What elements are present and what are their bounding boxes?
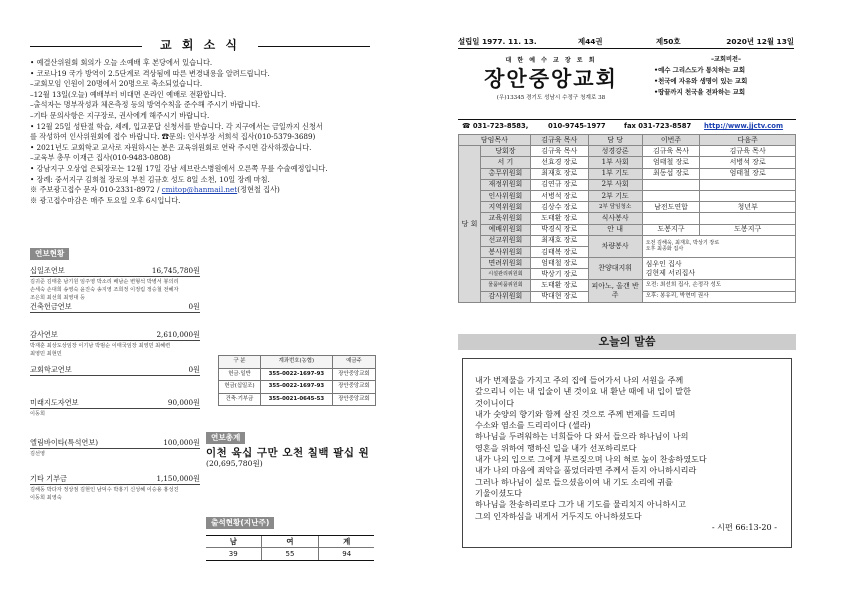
offering-name: 기타 기부금 [30,474,68,483]
council-role: 시설관리위원회 [480,269,530,280]
offering-donors [30,342,200,358]
duty-am: 오전: 최선희 집사, 손정각 성도 [642,280,795,291]
duty-shared [642,258,795,280]
offering-name: 건축헌금연보 [30,302,72,311]
council-member: 도태환 장로 [530,213,588,224]
council-member: 김연규 장로 [530,179,588,190]
duty-label: 담 당 [588,135,642,146]
duty-next-week-label: 다음주 [700,135,796,146]
vision-box [654,54,798,98]
attendance-header-male: 남 [206,536,261,548]
scripture-line: 기울이셨도다 [475,487,522,498]
notice-list [30,58,375,206]
scripture-line: 내가 숫양의 향기와 함께 살진 것으로 주께 번제를 드리며 [475,408,676,419]
duty-this-week-label: 이번주 [642,135,700,146]
duty-this-week [642,179,700,190]
scripture-line: 영혼을 위하여 행하신 일을 내가 선포하리로다 [475,442,637,453]
contact-line [458,119,796,131]
notice-item-ad [30,185,375,196]
pastor-label: 담임목사 [459,135,531,146]
council-label: 당 회 [459,146,481,303]
ad-text: ※ 주보광고접수 문자 010-2331-8972 / [30,185,162,195]
scripture-line: 하나님을 찬송하리로다 그가 내 기도를 물리치지 아니하시고 [475,499,686,510]
account-header: 구 분 [219,356,261,369]
council-role: 서 기 [480,157,530,168]
notice-title: 교 회 소 식 [160,38,240,52]
duty-next-week: 청년부 [700,202,796,213]
offering-amount: 1,150,000원 [156,474,200,483]
council-member: 최재호 장로 [530,168,588,179]
offering-name: 엘림바이타(특석연보) [30,438,99,447]
notice-item: • 예결산위원회 회의가 오늘 소예배 후 본당에서 있습니다. [30,58,213,67]
email-link[interactable]: cmitop@hanmail.net [161,185,238,195]
council-role: 인사위원회 [480,190,530,201]
account-type: 헌금(십일조) [219,381,261,394]
duty-this-week: 김규육 목사 [642,146,700,157]
offering-name: 십일조연보 [30,266,65,275]
offering-name: 미래지도자연보 [30,398,79,407]
duty-next-week: 도봉지구 [700,224,796,235]
duty-next-week: 김규육 목사 [700,146,796,157]
bulletin-date: 2020년 12월 13일 [726,37,794,46]
offering-amount: 0원 [188,365,200,374]
duty-pm: 오후 최종화 집사 [645,246,684,253]
council-role: 선교위원회 [480,235,530,246]
council-member: 김상수 장로 [530,202,588,213]
duty-this-week: 남전도연합 [642,202,700,213]
offering-future-leaders [30,398,200,418]
council-role: 총무위원회 [480,168,530,179]
total-figure: (20,695,780원) [206,459,263,468]
council-role: 교육위원회 [480,213,530,224]
council-role: 재정위원회 [480,179,530,190]
vision-item: •예수 그리스도가 통치하는 교회 [654,66,746,74]
scripture-line: 내가 번제물을 가지고 주의 집에 들어가서 나의 서원을 주께 [475,375,684,385]
council-member: 박상기 장로 [530,269,588,280]
masthead-identity [458,52,644,102]
denomination: 대 한 예 수 교 장 로 회 [505,57,597,64]
donor-line: 손세숙 손대희 송영숙 윤진숙 송지영 조희정 이정림 정승철 전혜자 [30,287,179,293]
duty-name: 1부 사회 [588,157,642,168]
notice-item: –출석자는 명부작성과 체온측정 등의 방역수칙을 준수해 주시기 바랍니다. [30,100,261,110]
account-number: 355-0022-1697-93 [260,368,332,381]
scripture-reference: - 시편 66:13-20 - [711,521,777,532]
phone-number: ☎ 031-723-8583, [462,122,529,130]
notice-item: 를 작성하여 인사위원회에 접수 바랍니다. ☎문의: 인사부장 서희석 집사(010-5379-3689) [30,132,316,142]
council-member: 김규육 목사 [530,146,588,157]
account-table [218,355,376,406]
account-header: 계좌번호(농협) [260,356,332,369]
account-type: 헌금·일반 [219,368,261,381]
donor-line: 김선영 [30,451,46,457]
attendance-header-total: 계 [319,536,374,548]
duty-shared [642,235,795,257]
duty-name: 1부 기도 [588,168,642,179]
vision-item: •땅끝까지 천국을 전파하는 교회 [654,88,746,96]
duty-this-week: 도봉지구 [642,224,700,235]
donor-line: 최영민 최현민 [30,351,62,357]
duty-name: 찬양대지휘 [588,258,642,280]
account-holder: 장안중앙교회 [332,368,375,381]
council-role: 지역위원회 [480,202,530,213]
duty-name: 2부 기도 [588,190,642,201]
duty-name: 차량봉사 [588,235,642,257]
scripture-line: 그러나 하나님이 실로 들으셨음이여 내 기도 소리에 귀를 [475,476,673,487]
duty-this-week [642,190,700,201]
attendance-badge: 출석현황(지난주) [206,517,274,529]
donor-line: 박재훈 최상도상임장 이기남 박범순 이태국임장 최영민 최혜련 [30,343,171,349]
offering-elim [30,438,200,458]
account-holder: 장안중앙교회 [332,393,375,406]
account-type: 건축·기부금 [219,393,261,406]
council-member: 엄태철 장로 [530,258,588,269]
council-member: 박대현 장로 [530,291,588,302]
notice-item: ※ 광고접수마감은 매주 토요일 오후 6시입니다. [30,195,181,205]
council-member: 김태복 장로 [530,246,588,257]
scripture-line: 것이니이다 [475,397,515,408]
account-number: 355-0021-0645-53 [260,393,332,406]
account-row [219,381,376,394]
offering-donors [30,486,200,502]
scripture-box [462,358,792,548]
roster-table [458,134,796,303]
council-member: 박경식 장로 [530,224,588,235]
fax-number: fax 031-723-8587 [624,122,692,130]
offering-amount: 90,000원 [167,398,200,407]
notice-item: • 장례: 중서지구 김희철 장로의 부친 김규호 성도 8일 소천, 10일 장례 마침. [30,174,270,184]
duty-name: 2부 담임청소 [588,202,642,213]
scripture-line: 그의 인자하심을 내게서 거두지도 아니하셨도다 [475,510,642,521]
council-member: 최재호 장로 [530,235,588,246]
council-role: 봉사위원회 [480,246,530,257]
publication-line [458,37,794,49]
notice-item: –교회모임 인원이 20명에서 20명으로 축소되었습니다. [30,79,203,89]
duty-next-week: 서병석 장로 [700,157,796,168]
duty-next-week [700,179,796,190]
vision-title: –교회비전– [710,56,742,63]
issue: 제50호 [656,37,681,46]
council-role: 면려위원회 [480,258,530,269]
account-row [219,393,376,406]
duty-am: 심우인 집사 [645,260,682,268]
council-role: 감사위원회 [480,291,530,302]
duty-name: 피아노, 올갠 반주 [588,280,642,302]
offering-thanks [30,330,200,358]
council-member: 서병석 장로 [530,190,588,201]
donor-line: 김해동 박다자 정상점 김현인 남덕수 박홍기 신성혜 이승용 홍성진 [30,487,179,493]
offering-donors [30,450,200,458]
attendance-header-female: 여 [261,536,319,548]
church-address: (우)13345 경기도 성남시 수정구 청계로 38 [496,94,606,101]
account-header: 예금주 [332,356,375,369]
offering-donors [30,278,200,302]
council-role: 물품비품위원회 [480,280,530,291]
mobile-number: 010-9745-1977 [548,122,606,130]
duty-name: 식사봉사 [588,213,642,224]
offering-name: 교회학교연보 [30,365,72,374]
scripture-line: 하나님을 두려워하는 너희들아 다 와서 들으라 하나님이 나의 [475,431,689,442]
vision-item: •천국에 자유와 생명이 있는 교회 [654,77,748,85]
council-role: 당회장 [480,146,530,157]
offering-other [30,474,200,502]
website-link[interactable]: http://www.jjctv.com [704,122,784,130]
attendance-table [206,535,374,561]
notice-item: • 코로나19 국가 방역이 2.5단계로 격상됨에 따른 변경내용을 알려드립니다. [30,68,270,78]
duty-this-week [642,213,700,224]
offering-donors [30,410,200,418]
scripture-line: 내가 나의 마음에 죄악을 품었더라면 주께서 듣지 아니하시리라 [475,465,697,476]
notice-item: –교육부 총무 이재근 집사(010-9483-0808) [30,153,171,163]
account-row [219,368,376,381]
pastor-name: 김규육 목사 [530,135,588,146]
duty-name: 성경강론 [588,146,642,157]
council-member: 선효경 장로 [530,157,588,168]
rule-right [258,46,370,47]
attendance-total: 94 [319,548,374,561]
donor-line: 이동희 [30,411,46,417]
notice-item: • 강남지구 오상엽 은퇴장로는 12월 17일 강남 세브란스병원에서 오른쪽 무릎 수술예정입니다. [30,163,328,173]
duty-next-week: 엄태철 장로 [700,168,796,179]
offering-school [30,365,200,376]
account-number: 355-0022-1697-93 [260,381,332,394]
offering-tithe [30,266,200,302]
volume: 제44권 [578,37,603,46]
notice-item: • 2021년도 교회학교 교사로 자원하시는 분은 교육위원회로 연락 주시면 감사하겠습니다. [30,142,312,152]
scripture-line: 갚으리니 이는 내 입술이 낸 것이요 내 환난 때에 내 입이 말한 [475,386,691,397]
duty-pm: 김현제 서리집사 [645,268,696,277]
offering-building [30,302,200,313]
council-member: 도태환 장로 [530,280,588,291]
scripture-line: 수소와 염소를 드리리이다 (셀라) [475,420,591,431]
notice-item: • 12월 25일 성탄절 학습, 세례, 입교문답 신청서를 받습니다. 각 지구에서는 금일까지 신청서 [30,121,323,131]
attendance-female: 55 [261,548,319,561]
founded-date: 설립일 1977. 11. 13. [458,37,537,46]
church-name: 장안중앙교회 [484,66,618,91]
attendance-male: 39 [206,548,261,561]
notice-item: –12월 13일(오늘) 예배부터 비대면 온라인 예배로 전환합니다. [30,89,227,99]
offering-badge: 연보현황 [30,248,69,260]
duty-am: 오전 김해욱, 최재호, 박상기 장로 [645,240,720,247]
donor-line: 조은희 최선희 최영대 등 [30,295,86,301]
masthead [458,52,796,116]
duty-next-week [700,190,796,201]
duty-pm: 오후: 봉유리, 박현미 권사 [642,291,795,302]
duty-next-week [700,213,796,224]
duty-name: 안 내 [588,224,642,235]
offering-amount: 16,745,780원 [151,266,200,275]
email-owner: (정현철 집사) [237,185,280,195]
offering-amount: 2,610,000원 [156,330,200,339]
council-role: 예배위원회 [480,224,530,235]
account-holder: 장안중앙교회 [332,381,375,394]
offering-amount: 0원 [188,302,200,311]
duty-this-week: 엄태철 장로 [642,157,700,168]
offering-amount: 100,000원 [163,438,200,447]
duty-name: 2부 사회 [588,179,642,190]
donor-line: 이동희 최영숙 [30,495,62,501]
notice-header [30,38,370,54]
notice-item: –기타 문의사항은 지구장로, 권사에게 해주시기 바랍니다. [30,110,210,120]
scripture-line: 내가 나의 입으로 그에게 부르짖으며 나의 혀로 높이 찬송하였도다 [475,454,707,465]
offering-name: 감사연보 [30,330,58,339]
total-in-words: 이천 육십 구만 오천 칠백 팔십 원 [206,447,370,459]
total-badge: 연보총계 [206,432,245,444]
todays-word-title: 오늘의 말씀 [458,334,796,350]
donor-line: 김귀준 김태훈 남기원 임주영 박소리 배남순 변형석 박병서 봉의리 [30,279,179,285]
duty-this-week: 최동섭 장로 [642,168,700,179]
